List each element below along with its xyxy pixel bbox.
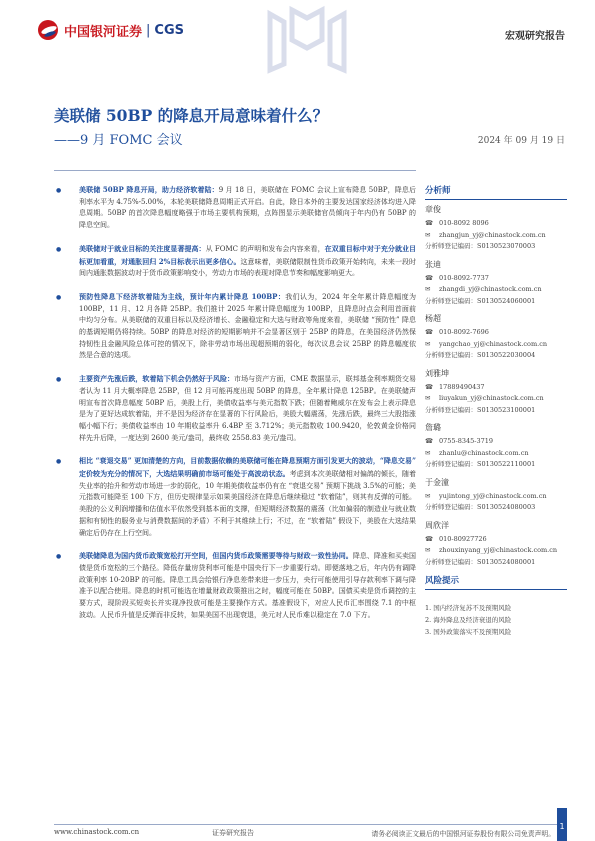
phone-icon: ☎: [425, 382, 434, 391]
analyst-phone: ☎ 010-8092-7737: [425, 273, 567, 285]
key-point-lead: 美联储降息为国内货币政策宽松打开空间，但国内货币政策需要等待与财政一致性协同。: [79, 551, 353, 561]
key-point: [54, 243, 416, 280]
analyst-registration: 分析师登记编码：S0130523070003: [425, 242, 536, 250]
analyst-registration: 分析师登记编码：S0130522030004: [425, 351, 536, 359]
analyst-name: 詹璐: [425, 423, 441, 432]
logo-text-cn: 中国银河证券: [64, 24, 143, 40]
bullet-dot-icon: ●: [56, 553, 62, 561]
analyst-email[interactable]: ✉ zhangdi_yj@chinastock.com.cn: [425, 284, 567, 296]
footer-divider: [54, 824, 559, 825]
mail-icon: ✉: [425, 546, 431, 554]
risk-section: [425, 574, 567, 638]
analyst-card: [425, 313, 567, 362]
key-points: [54, 184, 416, 633]
mail-icon: ✉: [425, 285, 431, 293]
key-point: [54, 455, 416, 539]
key-point-text: 市场与资产方面，CME 数据显示，联邦基金利率期货交易者认为 11 月大概率降息 25BP，但 12 月可能再度出现 50BP 的降息，全年累计降息 125BP。在美联储声明宣布首次降息幅度 50BP 后，美股上行，美债收益率与美元指数下跌；但随着鲍威尔在发布会上表示降息是为了更好达成软着陆，并不是因为经济存在显著的下行风险后，美股大幅震荡，先涨后跌，最终三大股指涨幅小幅下行；美债收益率由 10 年期收益率升 6.4BP 至 3.712%；美元指数收 100.9420，伦敦黄金价格同样先升后降，一度达到 2600 美元/盎司，最终收 2558.83 美元/盎司。: [79, 375, 416, 442]
report-type-label: 宏观研究报告: [505, 31, 565, 42]
key-point-lead: 美联储 50BP 降息开局，助力经济软着陆：: [79, 185, 219, 194]
key-point-lead: 相比 “衰退交易” 更加清楚的方向，目前数据依赖的美联储可能在降息预期方面引发更大的波动，“降息交易” 定价较为充分的情况下，大选结果明确前市场可能处于高波动状态。: [79, 456, 416, 479]
logo-separator: |: [146, 22, 151, 38]
analyst-registration: 分析师登记编码：S0130524080003: [425, 503, 536, 511]
key-point-lead: 主要资产先涨后跌，软着陆下机会仍然好于风险：: [79, 374, 235, 384]
analyst-name: 周欣洋: [425, 520, 449, 530]
key-point-text: 我们认为，2024 年全年累计降息幅度为 100BP，11 月、12 月各降 25BP。我们推计 2025 年累计降息幅度为 100BP，且降息时点会利用首面前中均匀分布。从美联储的双重目标以及经济增长、金融稳定和大选与财政等角度来看，美联储 “预防性” 降息的基调短期仍将持续。50BP 的降息对经济的短期影响并不会显著区别于 25BP 的降息，在美国经济仍然保持韧性且金融风险总体可控的情况下，除非劳动市场出现超预期的弱化，每次议息会议 25BP 的降息幅度依然是合意的选项。: [79, 292, 416, 360]
bullet-dot-icon: ●: [56, 293, 62, 301]
analyst-email[interactable]: ✉ yujintong_yj@chinastock.com.cn: [425, 491, 567, 503]
key-point: [54, 550, 416, 621]
analyst-registration: 分析师登记编码：S0130524060001: [425, 296, 536, 305]
analyst-name: 于金潼: [425, 477, 449, 487]
analyst-card: [425, 477, 567, 514]
analyst-card: [425, 204, 567, 253]
phone-icon: ☎: [425, 534, 434, 543]
analyst-email[interactable]: ✉ liuyakun_yj@chinastock.com.cn: [425, 393, 567, 405]
analyst-phone: ☎ 010-8092 8096: [425, 218, 567, 230]
risk-item: 1. 国内经济复苏不及预期风险: [425, 604, 512, 612]
bullet-dot-icon: ●: [56, 245, 62, 253]
cgs-watermark-graphic: [262, 4, 352, 74]
analyst-phone: ☎ 010-8092-7696: [425, 327, 567, 339]
bullet-dot-icon: ●: [56, 458, 62, 466]
page-number: 1: [557, 808, 567, 841]
analyst-email[interactable]: ✉ zhangjun_yj@chinastock.com.cn: [425, 230, 567, 242]
company-logo: [38, 20, 184, 40]
risk-spacer: [425, 594, 567, 602]
analyst-registration: 分析师登记编码：S0130523100001: [425, 405, 536, 414]
key-point-text: 降息、降准和买卖国债是货币宽松的三个路径。降低存量房贷利率可能是中国央行下一步重要行动。即便落地之后，年内仍有调降政策利率 10-20BP 的可能。降息工具会给银行净息差带来进一步压力，央行可能使用引导存款利率下调与降准予以配合使用。降息的时机可能选在增量财政政策推出之时，幅度可能在 50BP。国债买卖是货币调控的主要方式，现阶段买短卖长并实现净投放可能是主要操作方式。基准假设下，对应人民币汇率围绕 7.1 的中枢波动。人民币升值是反弹而非反转，如果美国不出现衰退，美元对人民币难以稳定在 7.0 下方。: [79, 552, 417, 619]
report-title: 美联储 50BP 的降息开局意味着什么？: [54, 106, 329, 125]
analyst-name: 张迪: [425, 259, 441, 269]
key-point-text-2: 这意味着，美联储限制性货币政策开始转向，未来一段时间内通胀数据波动对于货币政策影响变小，劳动力市场的表现对降息节奏和幅度影响更大。: [79, 257, 416, 278]
footer-disclaimer: 请务必阅读正文最后的中国银河证券股份有限公司免责声明。: [371, 830, 555, 838]
analyst-card: [425, 520, 567, 569]
footer-doc-type: 证券研究报告: [212, 829, 254, 837]
logo-text-en: CGS: [154, 22, 184, 38]
report-date: 2024 年 09 月 19 日: [477, 136, 565, 146]
mail-icon: ✉: [425, 491, 431, 500]
analyst-phone: ☎ 0755-8345-3719: [425, 436, 567, 448]
footer-website-link[interactable]: www.chinastock.com.cn: [54, 828, 140, 836]
key-point-lead: 预防性降息下经济软着陆为主线，预计年内累计降息 100BP：: [79, 291, 286, 301]
page-footer: [0, 824, 595, 841]
analyst-phone: ☎ 010-80927726: [425, 534, 567, 546]
analyst-registration: 分析师登记编码：S0130522110001: [425, 460, 536, 468]
mail-icon: ✉: [425, 339, 431, 348]
phone-icon: ☎: [425, 328, 434, 336]
mail-icon: ✉: [425, 448, 431, 457]
analyst-registration: 分析师登记编码：S0130524080001: [425, 557, 536, 566]
analyst-name: 章俊: [425, 205, 441, 214]
key-point-lead: 美联储对于就业目标的关注度显著提高：: [79, 243, 206, 253]
phone-icon: ☎: [425, 219, 434, 227]
sidebar: [425, 184, 567, 638]
key-point: [54, 291, 416, 362]
analyst-email[interactable]: ✉ yangchao_yj@chinastock.com.cn: [425, 339, 567, 351]
analyst-email[interactable]: ✉ zhanlu@chinastock.com.cn: [425, 448, 567, 460]
key-point-text: 从 FOMC 的声明和发布会内容来看，: [205, 244, 325, 253]
risk-header: 风险提示: [425, 574, 567, 590]
content-divider: [54, 170, 416, 171]
analysts-header: 分析师: [425, 184, 567, 200]
bullet-dot-icon: ●: [56, 376, 62, 384]
key-point-text: 9 月 18 日，美联储在 FOMC 会议上宣布降息 50BP，降息后利率水平为 4.75%-5.00%，本轮美联储降息周期正式开启。自此，除日本外的主要发达国家经济体均进入降息周期。50BP 的首次降息幅度略强于市场主要机构预期，点阵图显示美联储官员倾向于年内仍有 50BP 的降息空间。: [79, 186, 417, 230]
bullet-dot-icon: ●: [56, 187, 62, 194]
phone-icon: ☎: [425, 437, 434, 445]
risk-item: 2. 海外降息及经济衰退的风险: [425, 616, 512, 624]
analyst-name: 杨超: [425, 314, 441, 323]
analyst-name: 刘雅坤: [425, 368, 449, 378]
risk-item: 3. 国外政策落实不及预期风险: [425, 628, 512, 636]
analyst-card: [425, 368, 567, 417]
analyst-email[interactable]: ✉ zhouxinyang_yj@chinastock.com.cn: [425, 545, 567, 557]
mail-icon: ✉: [425, 230, 431, 239]
report-subtitle: ——9 月 FOMC 会议: [54, 133, 183, 148]
key-point-lead-2: 在双重目标中对于充分就业目标更加看重，对通胀回归 2%目标表示出更多信心。: [79, 243, 417, 266]
analyst-phone: ☎ 17889490437: [425, 382, 567, 394]
key-point: [54, 373, 416, 444]
phone-icon: ☎: [425, 273, 434, 282]
analyst-card: [425, 259, 567, 308]
key-point: [54, 184, 416, 232]
analyst-card: [425, 422, 567, 471]
page-header: [0, 0, 595, 62]
key-point-text: 考虑到本次美联储相对偏鸽的倾长，随着失业率的抬升和劳动市场进一步的弱化，10 年期美债收益率仍有在 “衰退交易” 预期下挑战 3.5%的可能；美元指数可能降至 100 下方，但历史规律显示如果美国经济在降息后继续稳过 “软着陆”，则其有反弹的可能。美股的公义利润增播和估值水平依然受到基本面的支撑，但短期经济数据的震荡（比如偏弱的制造业与就业数据和有韧性的服务业与消费数据间的矛盾）不利于其维续上行；不过，在 “软着陆” 假设下，美股在大选结果确定后仍存在上行空间。: [79, 470, 417, 537]
logo-icon: [38, 20, 58, 40]
mail-icon: ✉: [425, 394, 431, 402]
